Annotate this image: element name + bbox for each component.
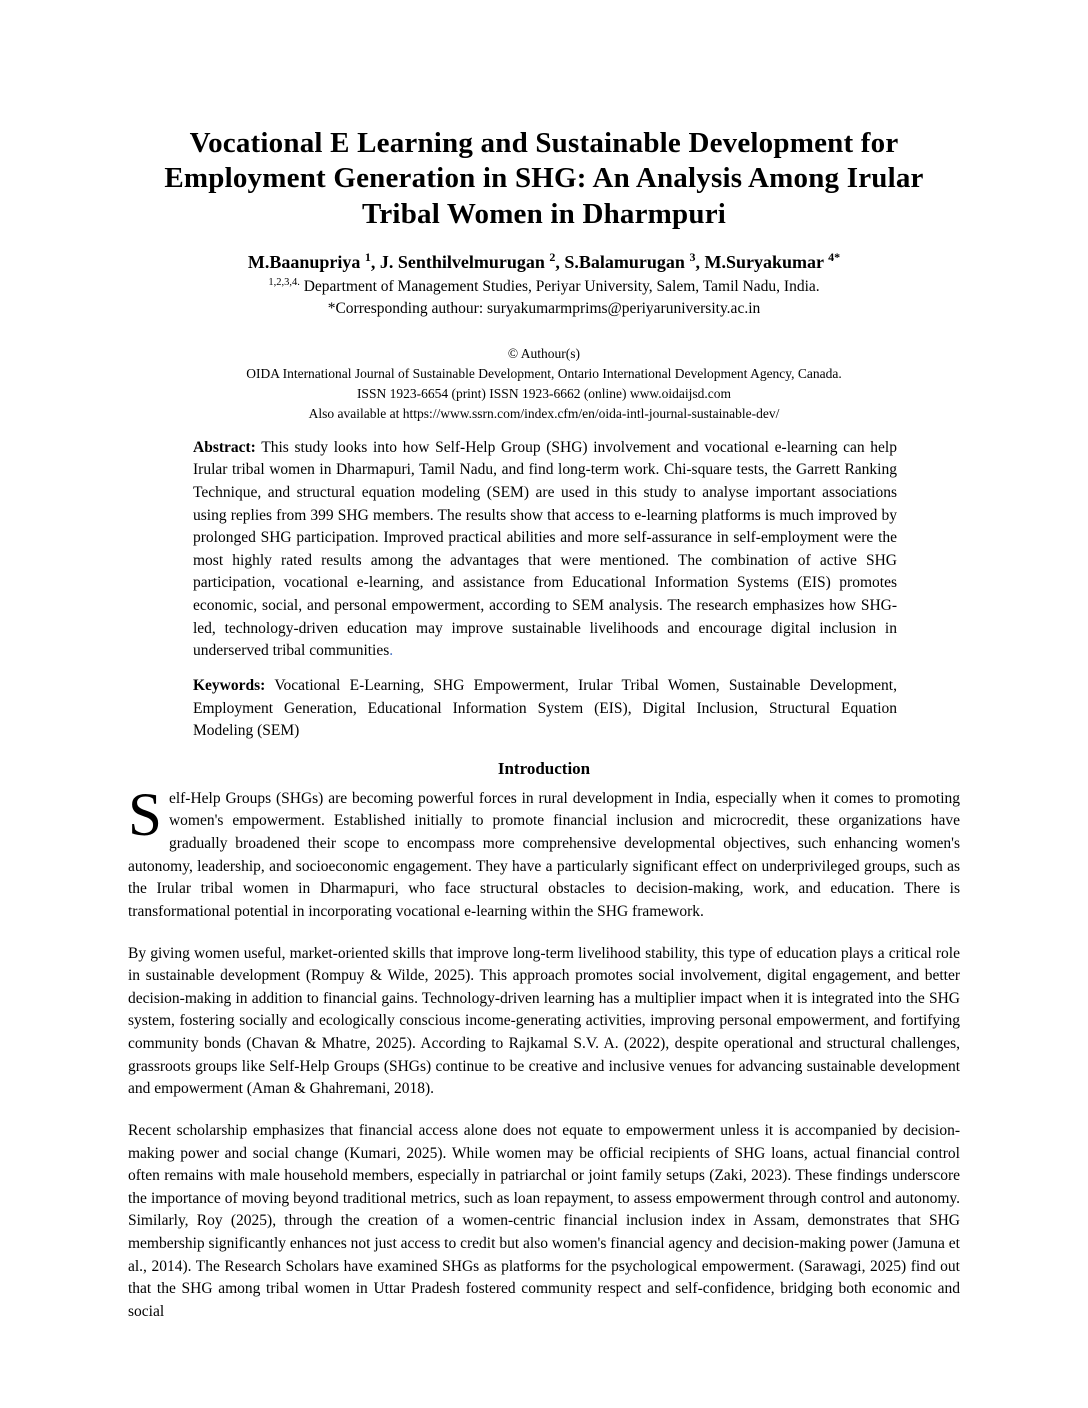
abstract-paragraph — [193, 437, 897, 663]
intro-paragraph-3: Recent scholarship emphasizes that financial access alone does not equate to empowerment unless it is accompanied by decision-making power and social change (Kumari, 2025). While women may be official recipients of SHG loans, actual financial control often remains with male household members, especially in patriarchal or joint family setups (Zaki, 2023). These findings underscore the importance of moving beyond traditional metrics, such as loan repayment, to assess empowerment through control and autonomy. Similarly, Roy (2025), through the creation of a women-centric financial inclusion index in Assam, demonstrates that SHG membership significantly enhances not just access to credit but also women's financial agency and decision-making power (Jamuna et al., 2014). The Research Scholars have examined SHGs as platforms for the psychological empowerment. (Sarawagi, 2025) find out that the SHG among tribal women in Uttar Pradesh fostered community respect and self-confidence, bridging both economic and social — [128, 1121, 960, 1320]
abstract-end-mark: . — [389, 642, 394, 660]
affiliation-line — [128, 276, 960, 298]
affiliation-superscript: 1,2,3,4. — [268, 277, 300, 289]
dropcap-letter: S — [128, 781, 162, 849]
issn-line: ISSN 1923-6654 (print) ISSN 1923-6662 (online) www.oidaijsd.com — [356, 386, 732, 402]
intro-paragraph-1 — [128, 781, 960, 924]
abstract-label: Abstract: — [193, 438, 256, 456]
imprint-block — [128, 344, 960, 425]
affiliation-text: Department of Management Studies, Periyar University, Salem, Tamil Nadu, India. — [299, 278, 820, 296]
keywords-paragraph — [193, 675, 897, 743]
keywords-label: Keywords: — [193, 676, 266, 694]
journal-line: OIDA International Journal of Sustainable Development, Ontario International Development Agency, Canada. — [246, 365, 842, 381]
abstract-text: This study looks into how Self-Help Group (SHG) involvement and vocational e-learning can help Irular tribal women in Dharmapuri, Tamil Nadu, and find long-term work. Chi-square tests, the Garrett Ranking Technique, and structural equation modeling (SEM) are used in this study to analyse important associations using replies from 399 SHG members. The results show that access to e-learning platforms is much improved by prolonged SHG participation. Improved practical abilities and more self-assurance in self-employment were the most highly rated results among the advantages that were mentioned. The combination of active SHG participation, vocational e-learning, and assistance from Educational Information Systems (EIS) promotes economic, social, and personal empowerment, according to SEM analysis. The research emphasizes how SHG-led, technology-driven education may improve sustainable livelihoods and encourage digital inclusion in underserved tribal communities — [193, 438, 897, 660]
paper-title: Vocational E Learning and Sustainable Development for Employment Generation in SHG: An Analysis Among Irular Tribal Women in Dharmpuri — [164, 127, 924, 230]
keywords-text: Vocational E-Learning, SHG Empowerment, Irular Tribal Women, Sustainable Development, Employment Generation, Educational Information System (EIS), Digital Inclusion, Structural Equation Modeling (SEM) — [193, 676, 897, 740]
availability-line: Also available at https://www.ssrn.com/index.cfm/en/oida-intl-journal-sustainable-dev/ — [308, 406, 780, 422]
intro-paragraph-2: By giving women useful, market-oriented skills that improve long-term livelihood stability, this type of education plays a critical role in sustainable development (Rompuy & Wilde, 2025). This approach promotes social involvement, digital engagement, and better decision-making in addition to financial gains. Technology-driven learning has a multiplier impact when it is integrated into the SHG system, fostering socially and ecologically conscious income-generating activities, improving personal empowerment, and fortifying community bonds (Chavan & Mhatre, 2025). According to Rajkamal S.V. A. (2022), despite operational and structural challenges, grassroots groups like Self-Help Groups (SHGs) continue to be creative and inclusive venues for advancing sustainable development and empowerment (Aman & Ghahremani, 2018). — [128, 944, 960, 1098]
copyright-line: © Authour(s) — [507, 345, 581, 361]
intro-paragraph-1-text: elf-Help Groups (SHGs) are becoming powerful forces in rural development in India, especially when it comes to promoting women's empowerment. Established initially to promote financial inclusion and microcredit, these organizations have gradually broadened their scope to encompass more comprehensive developmental objectives, such enhancing women's autonomy, leadership, and socioeconomic engagement. They have a particularly significant effect on underprivileged groups, such as the Irular tribal women in Dharmapuri, who face structural obstacles to decision-making, work, and education. There is transformational potential in incorporating vocational e-learning within the SHG framework. — [128, 789, 960, 920]
section-heading-introduction: Introduction — [497, 758, 591, 778]
author-line: M.Baanupriya $^1$, J. Senthilvelmurugan $^2$, S.Balamurugan $^3$, M.Suryakumar $^{4*}$ — [247, 250, 841, 273]
corresponding-author-line: *Corresponding authour: suryakumarmprims@periyaruniversity.ac.in — [327, 299, 761, 317]
